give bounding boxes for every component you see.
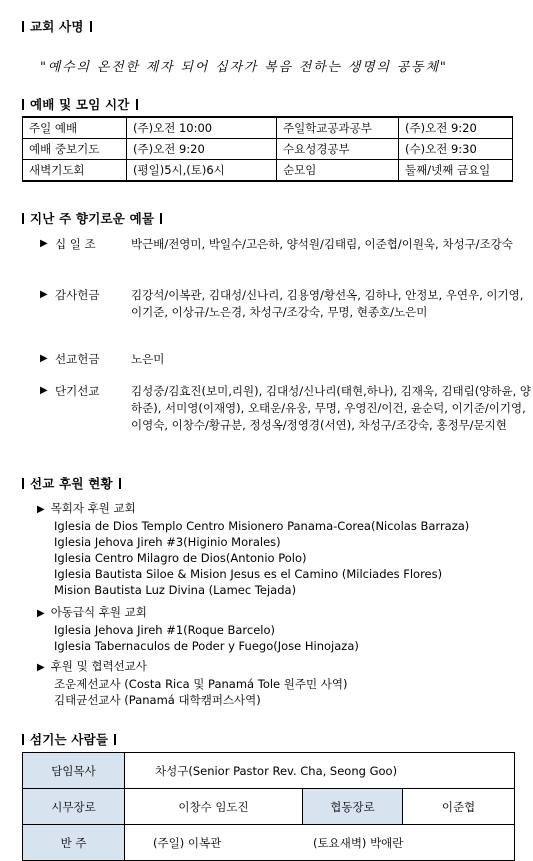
title-bar-icon	[22, 478, 24, 489]
bullet-arrow-icon: ▶	[37, 662, 45, 673]
list-item: Iglesia Jehova Jireh #1(Roque Barcelo)	[54, 623, 276, 637]
bullet-arrow-icon: ▶	[40, 385, 48, 396]
associate-elder-label: 협동장로	[303, 789, 403, 825]
schedule-cell: 주일 예배	[23, 117, 127, 139]
title-bar-icon	[90, 21, 92, 32]
title-bar-icon	[119, 478, 121, 489]
bullet-arrow-icon: ▶	[40, 289, 48, 300]
accompanist-sunday: (주일) 이복관	[153, 835, 222, 850]
missions-child-meal	[37, 604, 359, 654]
section-title-offerings: 지난 주 향기로운 예물	[22, 209, 162, 227]
staff-row	[23, 789, 515, 825]
section-title-servers: 섬기는 사람들	[22, 730, 116, 748]
section-title-missions: 선교 후원 현황	[22, 474, 121, 492]
offering-label: 십 일 조	[55, 237, 96, 251]
offering-label: 단기선교	[55, 384, 100, 398]
accompanist-names	[125, 825, 515, 861]
accompanist-saturday: (토요새벽) 박애란	[313, 835, 404, 850]
section-title-schedule: 예배 및 모임 시간	[22, 95, 138, 113]
title-bar-icon	[136, 99, 138, 110]
staff-row	[23, 825, 515, 861]
missions-group-title: 아동급식 후원 교회	[50, 605, 147, 619]
title-bar-icon	[22, 21, 24, 32]
accompanist-label: 반 주	[23, 825, 125, 861]
title-bar-icon	[22, 734, 24, 745]
schedule-cell: (주)오전 10:00	[127, 117, 277, 139]
staff-table	[22, 752, 515, 861]
staff-row	[23, 753, 515, 789]
bullet-arrow-icon: ▶	[40, 353, 48, 364]
schedule-cell: 예배 중보기도	[23, 139, 127, 160]
schedule-cell: (수)오전 9:30	[399, 139, 513, 160]
elders-label: 시무장로	[23, 789, 125, 825]
list-item: 김태균선교사 (Panamá 대학캠퍼스사역)	[54, 693, 261, 707]
schedule-row	[23, 117, 513, 139]
offering-names: 박근배/전영미, 박일수/고은하, 양석원/김태림, 이준협/이원욱, 차성구/조강숙	[131, 237, 513, 251]
mission-statement: "예수의 온전한 제자 되어 십자가 복음 전하는 생명의 공동체"	[40, 60, 448, 75]
title-bar-icon	[22, 99, 24, 110]
list-item: Iglesia Centro Milagro de Dios(Antonio Polo)	[54, 551, 307, 565]
offering-label: 감사헌금	[55, 288, 100, 302]
schedule-table	[22, 116, 513, 182]
list-item: 조운제선교사 (Costa Rica 및 Panamá Tole 원주민 사역)	[54, 677, 348, 691]
schedule-cell: 주일학교공과공부	[277, 117, 399, 139]
title-bar-icon	[22, 213, 24, 224]
schedule-cell: (주)오전 9:20	[399, 117, 513, 139]
bullet-arrow-icon: ▶	[37, 608, 45, 619]
elders-names: 이창수 임도진	[125, 789, 303, 825]
missions-pastor-support	[37, 500, 469, 598]
schedule-row	[23, 139, 513, 160]
offering-label: 선교헌금	[55, 352, 100, 366]
missions-group-title: 후원 및 협력선교사	[50, 659, 147, 673]
list-item: Iglesia Jehova Jireh #3(Higinio Morales)	[54, 535, 281, 549]
offering-names: 김성중/김효진(보미,리원), 김대성/신나리(태현,하나), 김재욱, 김태림(양하윤, 양하준), 서미영(이재영), 오태운/유웅, 무명, 우영진/이건, 윤순덕, 이기준/이기영, 이영숙, 이창수/황규분, 정성옥/정영경(서연), 차성구/조강숙, 홍정무/문지현	[131, 384, 532, 432]
offering-names: 김강석/이복관, 김대성/신나리, 김용영/황선옥, 김하나, 안정보, 우연우, 이기영, 이기준, 이상규/노은경, 차성구/조강숙, 무명, 현종호/노은미	[131, 288, 524, 319]
schedule-cell: 새벽기도회	[23, 160, 127, 182]
bullet-arrow-icon: ▶	[40, 238, 48, 249]
schedule-cell: (평일)5시,(토)6시	[127, 160, 277, 182]
schedule-cell: (주)오전 9:20	[127, 139, 277, 160]
senior-pastor-label: 담임목사	[23, 753, 125, 789]
section-title-mission: 교회 사명	[22, 17, 92, 35]
schedule-cell: 둘째/넷째 금요일	[399, 160, 513, 182]
title-bar-icon	[160, 213, 162, 224]
schedule-row	[23, 160, 513, 182]
list-item: Iglesia de Dios Templo Centro Misionero Panama-Corea(Nicolas Barraza)	[54, 519, 470, 533]
schedule-cell: 수요성경공부	[277, 139, 399, 160]
missions-partner	[37, 658, 347, 708]
schedule-cell: 순모임	[277, 160, 399, 182]
missions-group-title: 목회자 후원 교회	[50, 501, 136, 515]
list-item: Iglesia Bautista Siloe & Mision Jesus es el Camino (Milciades Flores)	[54, 567, 443, 581]
title-bar-icon	[114, 734, 116, 745]
offering-names: 노은미	[131, 352, 165, 366]
list-item: Iglesia Tabernaculos de Poder y Fuego(Jose Hinojaza)	[54, 639, 359, 653]
bullet-arrow-icon: ▶	[37, 504, 45, 515]
senior-pastor-name: 차성구(Senior Pastor Rev. Cha, Seong Goo)	[125, 753, 515, 789]
list-item: Mision Bautista Luz Divina (Lamec Tejada)	[54, 583, 297, 597]
associate-elder-name: 이준협	[403, 789, 515, 825]
